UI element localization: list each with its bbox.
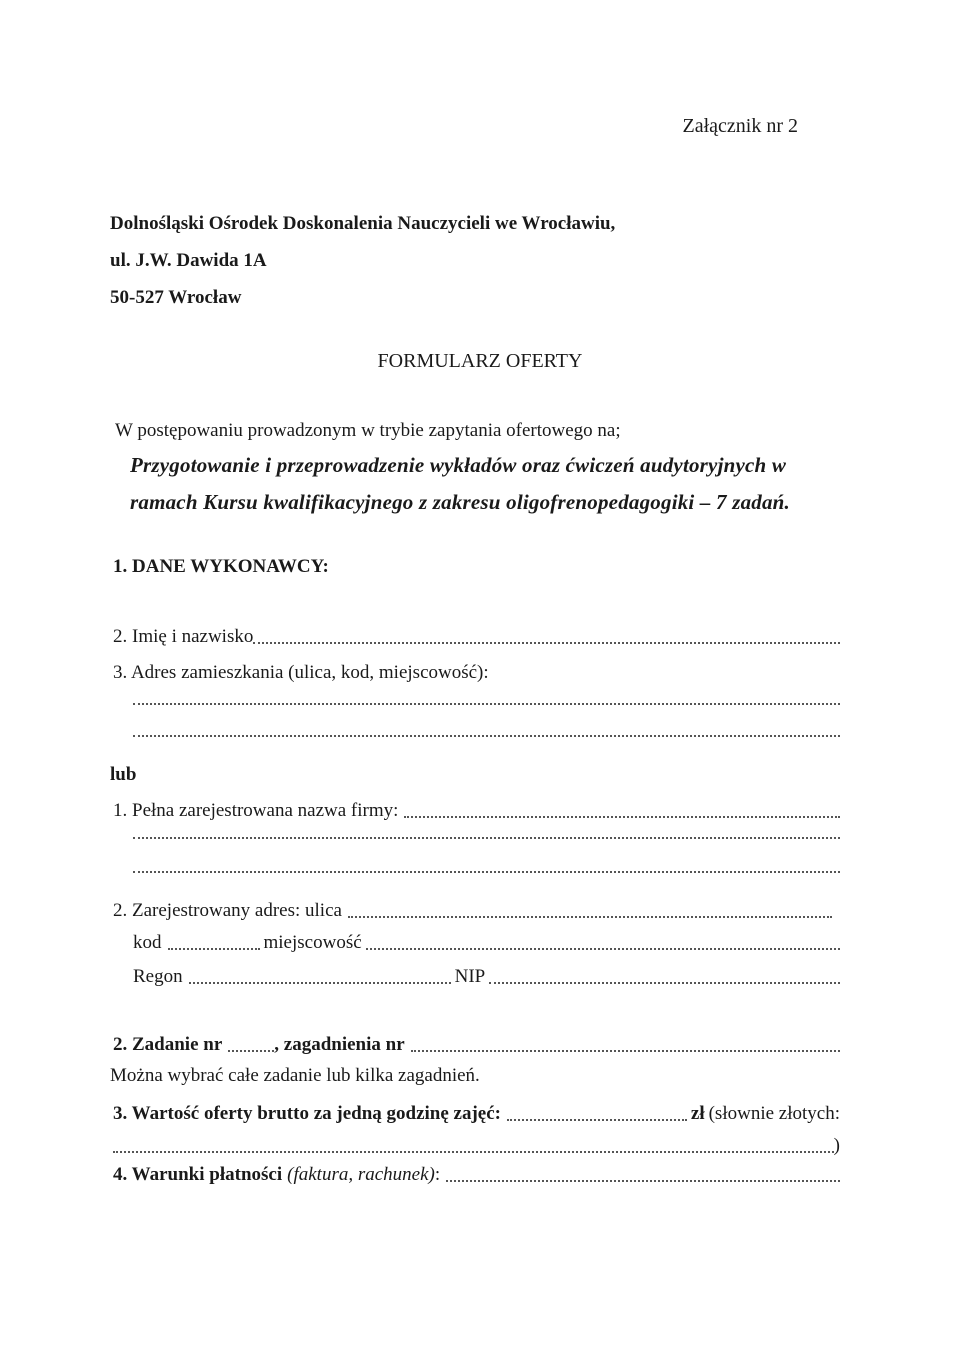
kod-label: kod (133, 932, 162, 953)
company-field-2[interactable] (133, 836, 840, 839)
reg-address-row (113, 900, 840, 922)
city-label: miejscowość (263, 932, 362, 953)
price-words-field[interactable] (113, 1150, 834, 1153)
name-field[interactable] (253, 641, 840, 644)
payment-row (113, 1164, 840, 1186)
or-label: lub (110, 764, 137, 785)
nip-field[interactable] (489, 981, 840, 984)
intro-text: W postępowaniu prowadzonym w trybie zapytania ofertowego na; (115, 420, 621, 441)
regon-label: Regon (133, 966, 183, 987)
issues-field[interactable] (411, 1049, 840, 1052)
regon-row (133, 966, 840, 988)
reg-address-label: 2. Zarejestrowany adres: ulica (113, 900, 342, 921)
recipient-line-3: 50-527 Wrocław (110, 287, 242, 308)
payment-hint: (faktura, rachunek) (287, 1164, 435, 1185)
nip-label: NIP (454, 966, 486, 987)
company-line-3 (133, 870, 840, 877)
form-title: FORMULARZ OFERTY (377, 350, 583, 372)
company-row (113, 800, 840, 822)
street-field[interactable] (348, 915, 832, 918)
kod-field[interactable] (168, 947, 260, 950)
company-label: 1. Pełna zarejestrowana nazwa firmy: (113, 800, 399, 821)
recipient-line-1: Dolnośląski Ośrodek Doskonalenia Nauczycieli we Wrocławiu, (110, 213, 616, 234)
price-words-row (113, 1135, 840, 1157)
address-label: 3. Adres zamieszkania (ulica, kod, miejscowość): (113, 662, 489, 683)
address-field-1[interactable] (133, 702, 840, 705)
payment-label: 4. Warunki płatności (113, 1164, 283, 1185)
price-field[interactable] (507, 1118, 687, 1121)
company-line-2 (133, 836, 840, 843)
subject-line-1: Przygotowanie i przeprowadzenie wykładów oraz ćwiczeń audytoryjnych w (130, 453, 787, 477)
issues-label: , zagadnienia nr (274, 1034, 405, 1055)
task-label: 2. Zadanie nr (113, 1034, 223, 1055)
words-label: (słownie złotych: (708, 1103, 840, 1124)
company-field-3[interactable] (133, 870, 840, 873)
recipient-line-2: ul. J.W. Dawida 1A (110, 250, 267, 271)
payment-colon: : (434, 1164, 441, 1185)
address-field-2[interactable] (133, 734, 840, 737)
task-row (113, 1034, 840, 1056)
price-words-close: ) (833, 1135, 840, 1156)
currency-label: zł (690, 1103, 705, 1124)
task-note: Można wybrać całe zadanie lub kilka zagadnień. (110, 1065, 480, 1086)
company-field[interactable] (404, 815, 840, 818)
price-label: 3. Wartość oferty brutto za jedną godzinę zajęć: (113, 1103, 501, 1124)
address-line-1 (133, 702, 840, 709)
payment-field[interactable] (446, 1179, 840, 1182)
kod-row (133, 932, 840, 954)
name-row (113, 626, 840, 648)
task-field[interactable] (228, 1049, 274, 1052)
city-field[interactable] (366, 947, 840, 950)
address-line-2 (133, 734, 840, 741)
price-row (113, 1103, 840, 1125)
section-1-heading: 1. DANE WYKONAWCY: (113, 556, 329, 577)
subject-line-2: ramach Kursu kwalifikacyjnego z zakresu oligofrenopedagogiki – 7 zadań. (130, 490, 791, 514)
name-label: 2. Imię i nazwisko (113, 626, 254, 647)
address-row (113, 662, 840, 684)
regon-field[interactable] (189, 981, 451, 984)
annex-label: Załącznik nr 2 (682, 115, 798, 137)
